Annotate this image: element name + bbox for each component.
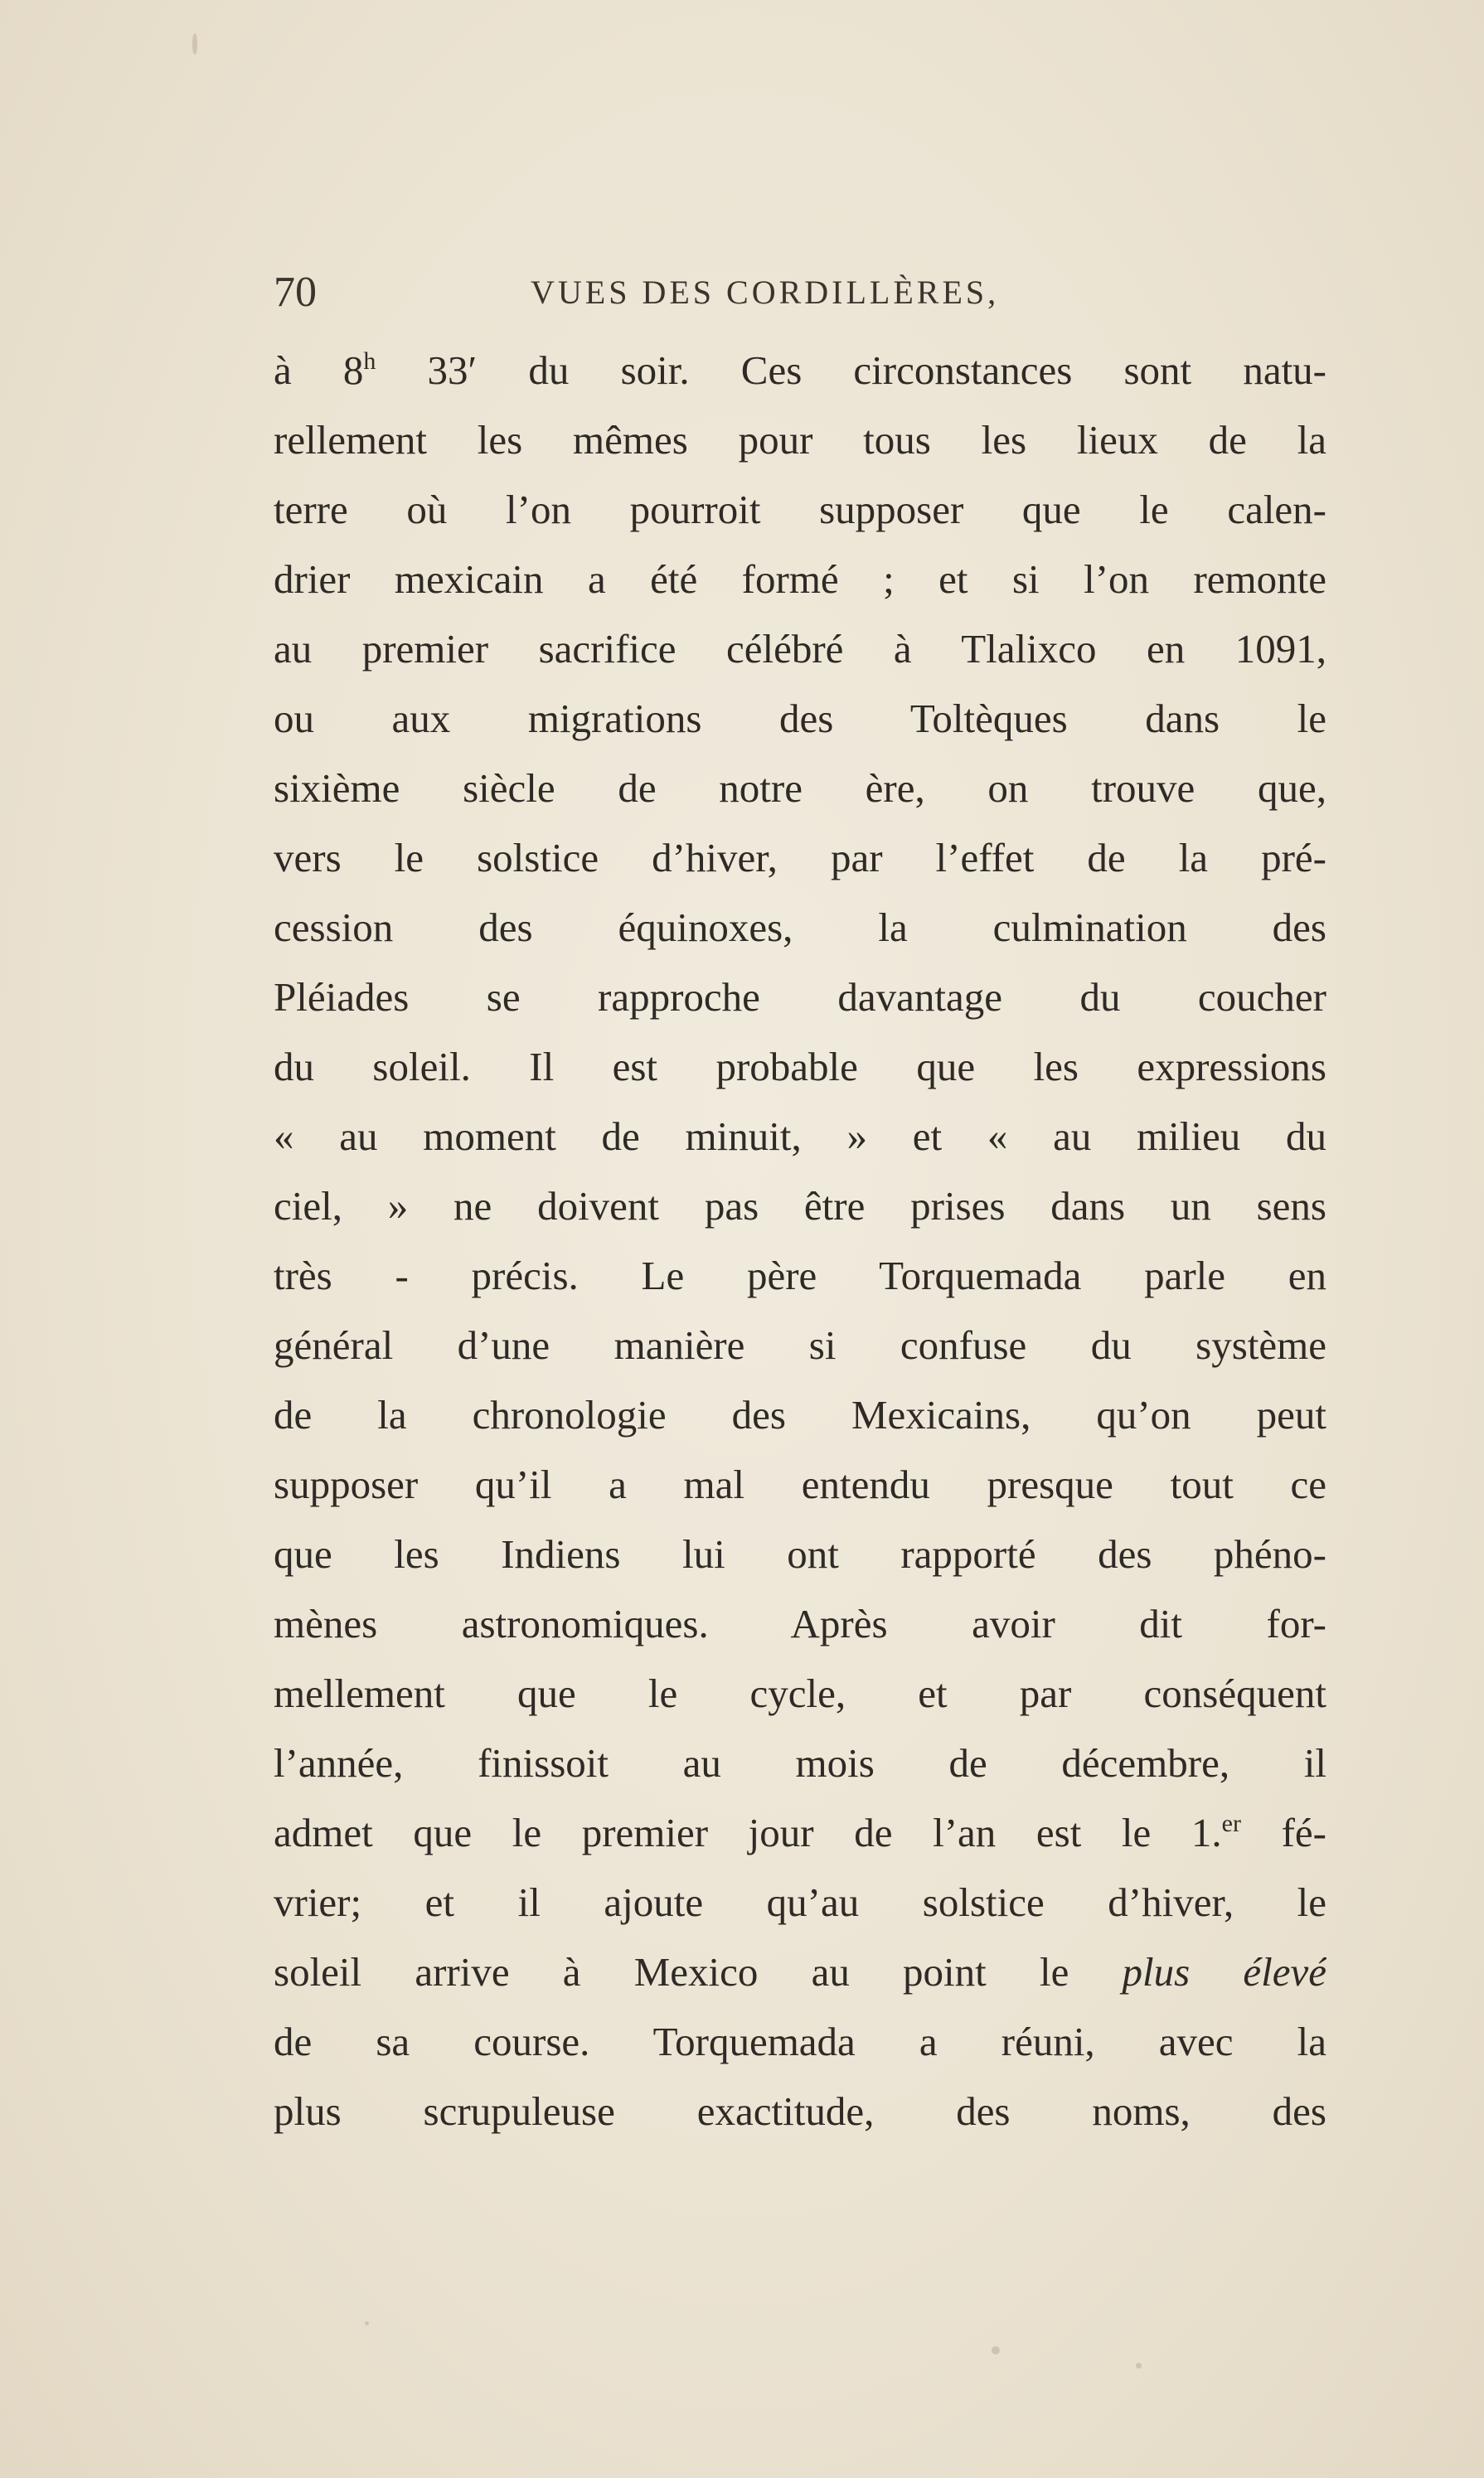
text-line: plus scrupuleuse exactitude, des noms, des bbox=[274, 2088, 1326, 2134]
text-line: cession des équinoxes, la culmination des bbox=[274, 904, 1326, 950]
text-line: Pléiades se rapproche davantage du coucher bbox=[274, 974, 1326, 1020]
text-line: mellement que le cycle, et par conséquent bbox=[274, 1671, 1326, 1716]
text-line: au premier sacrifice célébré à Tlalixco en 1091, bbox=[274, 626, 1326, 672]
text-line: général d’une manière si confuse du système bbox=[274, 1322, 1326, 1368]
text-line: à 8$^h$ 33′ du soir. Ces circonstances sont natu- bbox=[274, 347, 1326, 393]
text-line: de la chronologie des Mexicains, qu’on peut bbox=[274, 1392, 1326, 1438]
text-line: l’année, finissoit au mois de décembre, il bbox=[274, 1740, 1326, 1786]
text-line: supposer qu’il a mal entendu presque tout ce bbox=[274, 1462, 1326, 1507]
text-line: que les Indiens lui ont rapporté des phéno- bbox=[274, 1531, 1326, 1577]
running-head: VUES DES CORDILLÈRES, bbox=[531, 274, 1000, 311]
text-line: de sa course. Torquemada a réuni, avec la bbox=[274, 2019, 1326, 2064]
page-number: 70 bbox=[274, 269, 317, 316]
text-line: drier mexicain a été formé ; et si l’on remonte bbox=[274, 556, 1326, 602]
superscript: h bbox=[363, 347, 376, 375]
text-line: admet que le premier jour de l’an est le 1.$^{er}$ fé- bbox=[274, 1810, 1326, 1855]
paper-speck bbox=[365, 2321, 369, 2325]
text-line: « au moment de minuit, » et « au milieu du bbox=[274, 1113, 1326, 1159]
text-line: sixième siècle de notre ère, on trouve que, bbox=[274, 765, 1326, 811]
paper-speck bbox=[992, 2346, 1000, 2354]
text-line: terre où l’on pourroit supposer que le calen- bbox=[274, 487, 1326, 532]
superscript: er bbox=[1221, 1810, 1241, 1837]
text-line: rellement les mêmes pour tous les lieux de la bbox=[274, 417, 1326, 463]
paper-speck bbox=[192, 33, 197, 55]
text-line: vrier; et il ajoute qu’au solstice d’hiver, le bbox=[274, 1879, 1326, 1925]
text-line: mènes astronomiques. Après avoir dit for- bbox=[274, 1601, 1326, 1646]
italic-phrase: plus élevé bbox=[1122, 1949, 1326, 1995]
text-line: du soleil. Il est probable que les expressions bbox=[274, 1044, 1326, 1089]
page-header bbox=[274, 264, 1326, 322]
text-line: ou aux migrations des Toltèques dans le bbox=[274, 696, 1326, 741]
text-line: très - précis. Le père Torquemada parle en bbox=[274, 1253, 1326, 1298]
text-line: vers le solstice d’hiver, par l’effet de la pré- bbox=[274, 835, 1326, 880]
body-text bbox=[274, 336, 1326, 2146]
text-line: soleil arrive à Mexico au point le plus élevé bbox=[274, 1949, 1326, 1995]
paper-speck bbox=[1136, 2363, 1142, 2369]
text-line: ciel, » ne doivent pas être prises dans un sens bbox=[274, 1183, 1326, 1229]
